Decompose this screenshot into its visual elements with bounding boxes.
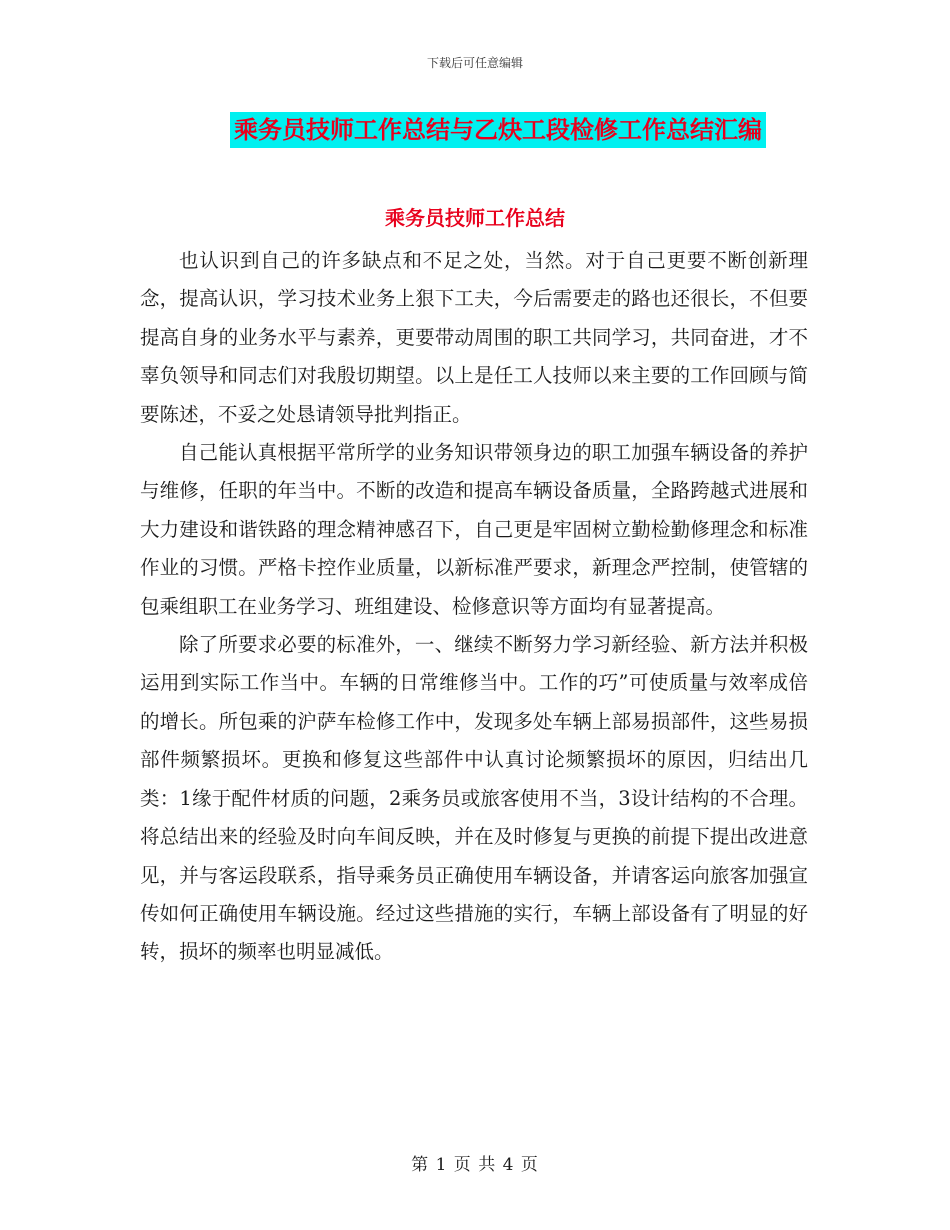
paragraph-3: 除了所要求必要的标准外，一、继续不断努力学习新经验、新方法并积极运用到实际工作当中。车辆的日常维修当中。工作的巧”可使质量与效率成倍的增长。所包乘的沪萨车检修工作中，发现多处车辆上部易损部件，这些易损部件频繁损坏。更换和修复这些部件中认真讨论频繁损坏的原因，归结出几类：1缘于配件材质的问题，2乘务员或旅客使用不当，3设计结构的不合理。将总结出来的经验及时向车间反映，并在及时修复与更换的前提下提出改进意见，并与客运段联系，指导乘务员正确使用车辆设备，并请客运向旅客加强宣传如何正确使用车辆设施。经过这些措施的实行，车辆上部设备有了明显的好转，损坏的频率也明显减低。 <box>140 633 808 964</box>
paragraph-1: 也认识到自己的许多缺点和不足之处，当然。对于自己更要不断创新理念，提高认识，学习技术业务上狠下工夫，今后需要走的路也还很长，不但要提高自身的业务水平与素养，更要带动周围的职工共同学习，共同奋进，才不辜负领导和同志们对我殷切期望。以上是任工人技师以来主要的工作回顾与简要陈述，不妥之处恳请领导批判指正。 <box>140 249 808 426</box>
page-number-footer: 第 1 页 共 4 页 <box>411 1155 539 1175</box>
document-title: 乘务员技师工作总结与乙炔工段检修工作总结汇编 <box>230 112 766 148</box>
page-header-note: 下载后可任意编辑 <box>426 56 523 70</box>
document-title-container <box>0 112 950 148</box>
paragraph-2: 自己能认真根据平常所学的业务知识带领身边的职工加强车辆设备的养护与维修，任职的年当中。不断的改造和提高车辆设备质量，全路跨越式进展和大力建设和谐铁路的理念精神感召下，自己更是牢固树立勤检勤修理念和标准作业的习惯。严格卡控作业质量，以新标准严要求，新理念严控制，使管辖的包乘组职工在业务学习、班组建设、检修意识等方面均有显著提高。 <box>140 441 808 618</box>
section-title: 乘务员技师工作总结 <box>385 206 565 230</box>
document-body <box>140 242 808 972</box>
